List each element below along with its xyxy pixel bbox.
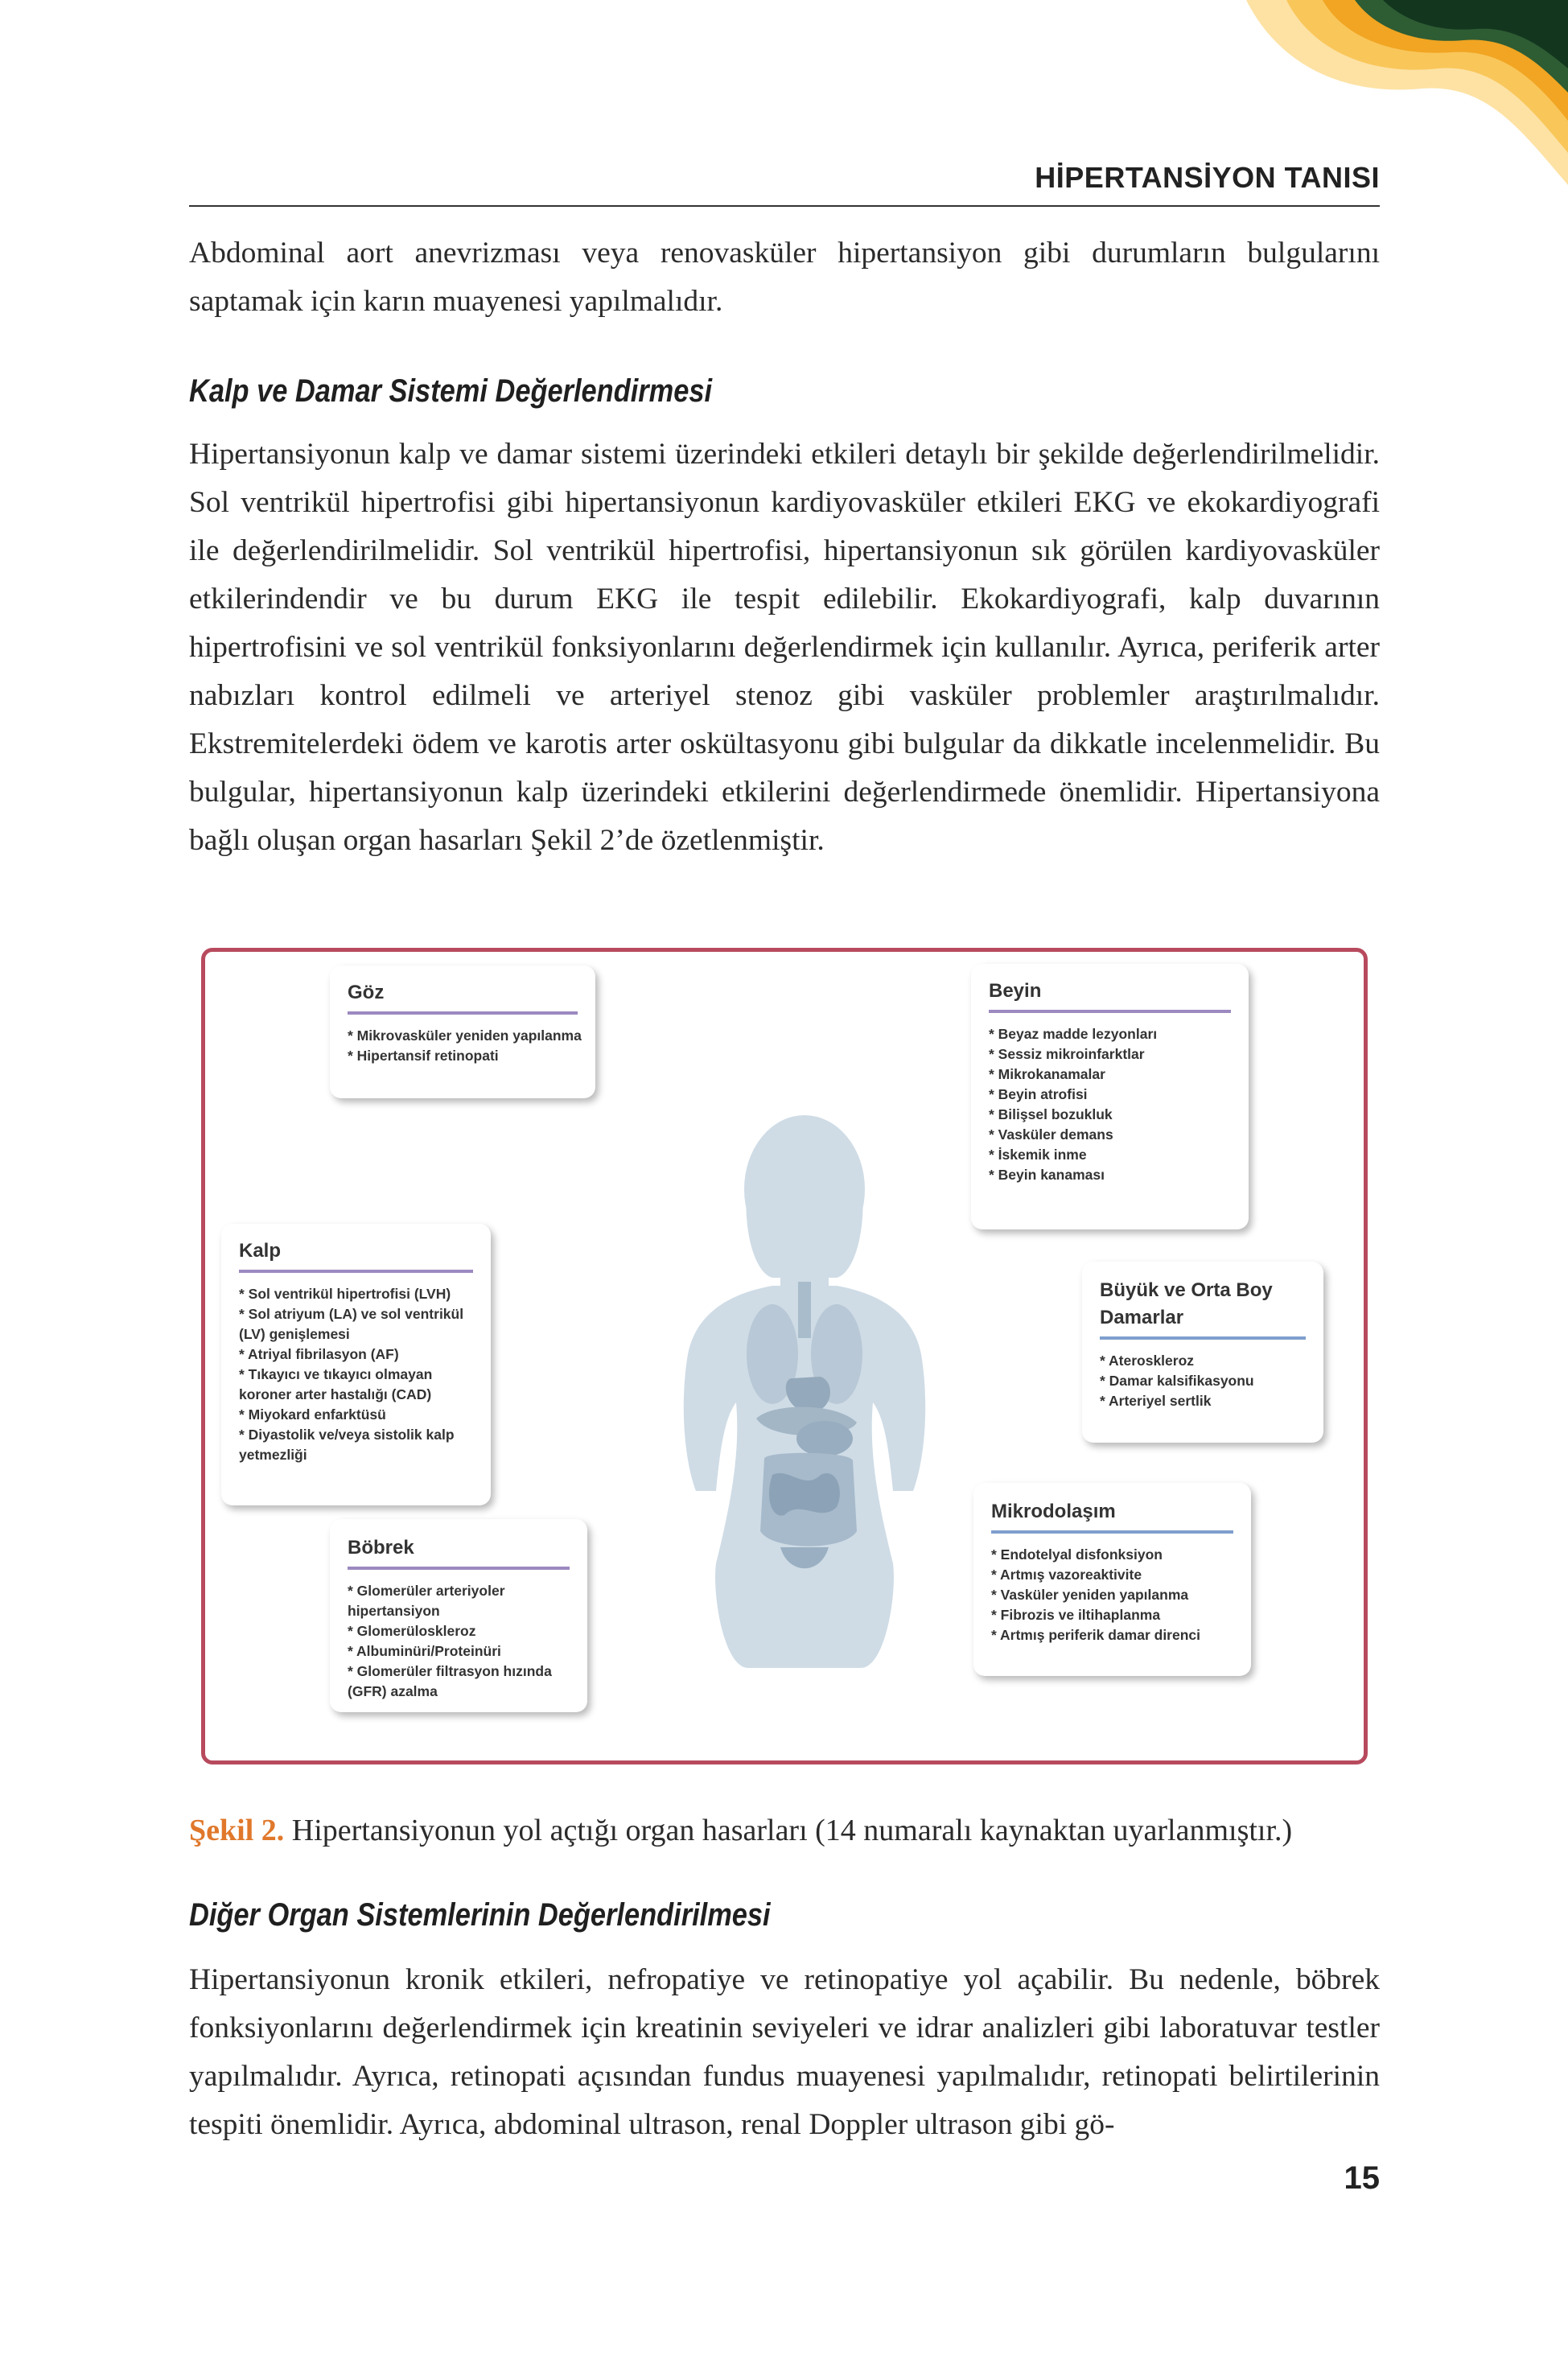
box-beyin-item: * Sessiz mikroinfarktlar — [989, 1046, 1145, 1062]
paragraph-other: Hipertansiyonun kronik etkileri, nefropatiye ve retinopatiye yol açabilir. Bu nedenle, böbrek fonksiyonlarını değerlendirmek için kreatinin seviyeleri ve idrar analizleri gibi laboratuvar testler yapılmalıdır. Ayrıca, retinopati açısından fundus muayenesi yapılmalıdır, retinopati belirtilerinin tespiti önemlidir. Ayrıca, abdominal ultrason, renal Doppler ultrason gibi gö- — [189, 1963, 1380, 2141]
box-mikro-item: * Artmış vazoreaktivite — [991, 1567, 1142, 1583]
box-kalp-item: * Miyokard enfarktüsü — [239, 1406, 386, 1423]
box-damarlar-item: * Ateroskleroz — [1100, 1353, 1195, 1369]
internal-organs — [747, 1282, 862, 1568]
box-goz-item: * Hipertansif retinopati — [348, 1048, 499, 1064]
box-kalp-item: koroner arter hastalığı (CAD) — [239, 1386, 432, 1402]
box-kalp-item: * Sol ventrikül hipertrofisi (LVH) — [239, 1286, 451, 1302]
box-beyin-item: * Vasküler demans — [989, 1126, 1113, 1143]
box-beyin-item: * Beyaz madde lezyonları — [989, 1026, 1158, 1042]
box-bobrek-item: hipertansiyon — [348, 1603, 440, 1619]
box-mikro-title: Mikrodolaşım — [991, 1501, 1116, 1522]
box-mikro-item: * Fibrozis ve iltihaplanma — [991, 1607, 1161, 1623]
box-beyin-item: * Beyin atrofisi — [989, 1086, 1088, 1102]
figure-caption-text: Hipertansiyonun yol açtığı organ hasarları (14 numaralı kaynaktan uyarlanmıştır.) — [284, 1814, 1293, 1847]
box-beyin-item: * Bilişsel bozukluk — [989, 1106, 1113, 1122]
box-bobrek-item: (GFR) azalma — [348, 1683, 438, 1699]
box-goz-title: Göz — [348, 982, 385, 1003]
box-kalp-rule — [239, 1270, 473, 1273]
box-mikro-rule — [991, 1530, 1233, 1534]
box-kalp-item: * Tıkayıcı ve tıkayıcı olmayan — [239, 1366, 433, 1382]
box-damarlar-title-line1: Büyük ve Orta Boy — [1100, 1279, 1273, 1301]
box-beyin-title: Beyin — [989, 980, 1042, 1002]
paragraph-cardio: Hipertansiyonun kalp ve damar sistemi üzerindeki etkileri detaylı bir şekilde değerlendirilmelidir. Sol ventrikül hipertrofisi gibi hipertansiyonun kardiyovasküler etkileri EKG ve ekokardiyografi ile değerlendirilmelidir. Sol ventrikül hipertrofisi, hipertansiyonun sık görülen kardiyovasküler etkilerindendir ve bu durum EKG ile tespit edilebilir. Ekokardiyografi, kalp duvarının hipertrofisini ve sol ventrikül fonksiyonlarını değerlendirmek için kullanılır. Ayrıca, periferik arter nabızları kontrol edilmeli ve arteriyel stenoz gibi vasküler problemler araştırılmalıdır. Ekstremitelerdeki ödem ve karotis arter oskültasyonu gibi bulgular da dikkatle incelenmelidir. Bu bulgular, hipertansiyonun kalp üzerindeki etkilerini değerlendirmede önemlidir. Hipertansiyona bağlı oluşan organ hasarları Şekil 2’de özetlenmiştir. — [189, 438, 1380, 857]
box-goz-item: * Mikrovasküler yeniden yapılanma — [348, 1027, 582, 1044]
box-kalp-title: Kalp — [239, 1240, 282, 1262]
box-mikro-item: * Artmış periferik damar direnci — [991, 1627, 1201, 1643]
box-bobrek-item: * Glomerüler filtrasyon hızında — [348, 1663, 552, 1679]
box-kalp-item: yetmezliği — [239, 1447, 307, 1463]
box-bobrek-item: * Glomerüloskleroz — [348, 1623, 476, 1639]
box-kalp — [221, 1224, 491, 1505]
box-beyin-item: * Beyin kanaması — [989, 1167, 1105, 1183]
box-beyin-rule — [989, 1010, 1231, 1013]
paragraph-intro: Abdominal aort anevrizması veya renovasküler hipertansiyon gibi durumların bulgularını saptamak için karın muayenesi yapılmalıdır. — [189, 237, 1380, 318]
box-beyin-item: * Mikrokanamalar — [989, 1066, 1105, 1082]
box-mikro-item: * Endotelyal disfonksiyon — [991, 1546, 1163, 1563]
box-kalp-item: * Sol atriyum (LA) ve sol ventrikül — [239, 1306, 464, 1322]
box-goz-rule — [348, 1011, 578, 1015]
box-kalp-item: (LV) genişlemesi — [239, 1326, 350, 1342]
box-bobrek — [330, 1519, 587, 1712]
box-kalp-item: * Atriyal fibrilasyon (AF) — [239, 1346, 399, 1362]
box-damarlar-rule — [1100, 1336, 1306, 1340]
figure-organ-damage — [201, 948, 1368, 1764]
box-bobrek-rule — [348, 1567, 570, 1570]
box-bobrek-item: * Glomerüler arteriyoler — [348, 1583, 505, 1599]
heading-cardio: Kalp ve Damar Sistemi Değerlendirmesi — [189, 373, 713, 409]
box-bobrek-title: Böbrek — [348, 1537, 414, 1559]
box-kalp-item: * Diyastolik ve/veya sistolik kalp — [239, 1427, 455, 1443]
box-damarlar — [1082, 1262, 1323, 1443]
figure-caption-label: Şekil 2. — [189, 1814, 285, 1847]
box-damarlar-item: * Arteriyel sertlik — [1100, 1393, 1212, 1409]
box-beyin — [971, 964, 1249, 1229]
page-number: 15 — [1344, 2160, 1380, 2196]
running-title: HİPERTANSİYON TANISI — [1035, 161, 1380, 194]
box-goz — [330, 966, 595, 1098]
box-mikro-item: * Vasküler yeniden yapılanma — [991, 1587, 1189, 1603]
human-body-illustration — [652, 1113, 957, 1668]
header-rule — [189, 205, 1380, 207]
box-damarlar-title-line2: Damarlar — [1100, 1307, 1184, 1328]
figure-caption — [189, 1813, 1292, 1848]
box-mikro — [973, 1483, 1251, 1676]
box-damarlar-item: * Damar kalsifikasyonu — [1100, 1373, 1254, 1389]
corner-decoration — [1182, 0, 1568, 233]
box-bobrek-item: * Albuminüri/Proteinüri — [348, 1643, 501, 1659]
box-beyin-item: * İskemik inme — [989, 1147, 1087, 1163]
heading-other: Diğer Organ Sistemlerinin Değerlendirilmesi — [189, 1897, 771, 1933]
